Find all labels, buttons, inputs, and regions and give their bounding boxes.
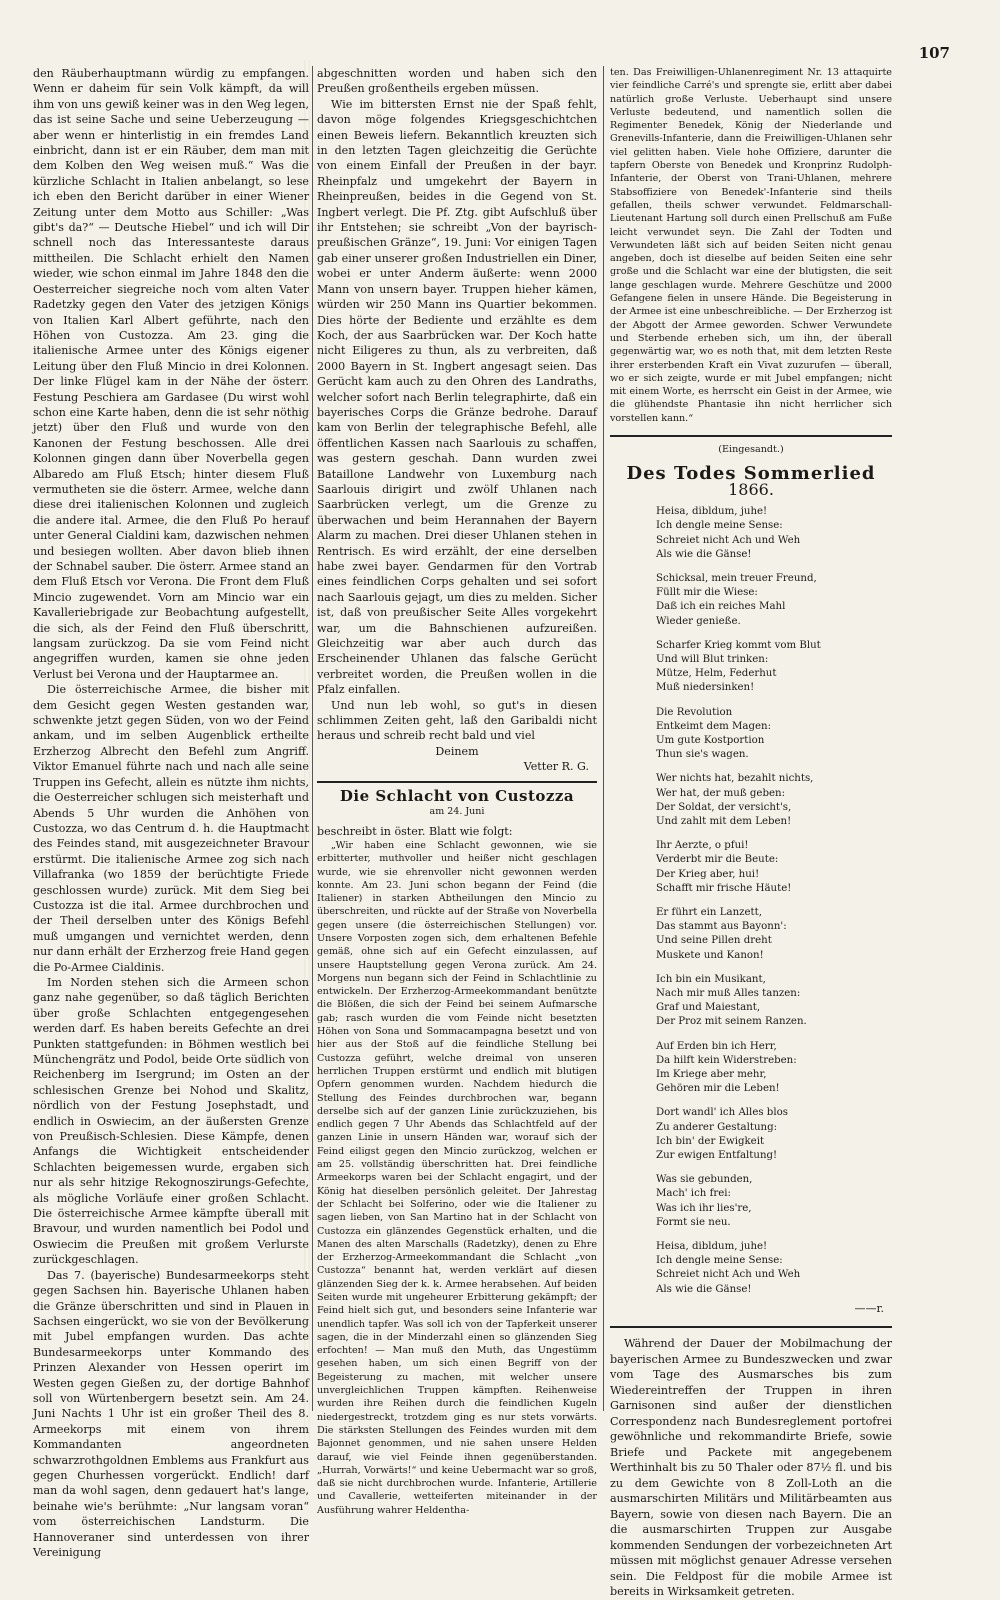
poem-line: Der Soldat, der versicht's, <box>656 801 792 813</box>
poem-stanza <box>656 639 892 696</box>
poem <box>610 505 892 1297</box>
article-headline: Die Schlacht von Custozza <box>339 786 575 805</box>
poem-title: Des Todes Sommerlied <box>626 463 876 485</box>
article-paragraph: Wie im bittersten Ernst nie der Spaß fehlt, davon möge folgendes Kriegsgeschichtchen einen Beweis liefern. Bekanntlich kreuzten sich in den letzten Tagen gleichzeitig die Gerüchte von einem Einfall der Preußen in der bayr. Rheinpfalz und umgekehrt der Bayern in Rheinpreußen, beides in die Gegend von St. Ingbert verlegt. Die Pf. Ztg. gibt Aufschluß über ihr Entstehen; sie schreibt „Von der bayrisch-preußischen Gränze“, 19. Juni: Vor einigen Tagen gab einer unserer großen Industriellen ein Diner, wobei er unter Anderm äußerte: wenn 2000 Mann von unsern bayer. Truppen hieher kämen, würden wir 250 Mann ins Quartier bekommen. Dies hörte der Bediente und erzählte es dem Koch, der aus Saarbrücken war. Der Koch hatte nicht Eiligeres zu thun, als zu verbreiten, daß 2000 Bayern in St. Ingbert angesagt seien. Das Gerücht kam auch zu den Ohren des Landraths, welcher sofort nach Berlin telegraphirte, daß ein bayerisches Corps die Gränze bedrohe. Darauf kam von Berlin der telegraphische Befehl, alle öffentlichen Kassen nach Saarlouis zu schaffen, was gestern geschah. Dann wurden zwei Bataillone Landwehr von Luxemburg nach Saarlouis dirigirt und zwölf Uhlanen nach Saarbrücken verlegt, um die Grenze zu überwachen und beim Herannahen der Bayern Alarm zu machen. Drei dieser Uhlanen stehen in Rentrisch. Es wird erzählt, der eine derselben habe zwei bayer. Gendarmen für den Vortrab eines feindlichen Corps gehalten und sei sofort nach Saarlouis gejagt, um dies zu melden. Sicher ist, daß von preußischer Seite Alles vorgekehrt war, um die Bahnschienen aufzureißen. Gleichzeitig war aber auch durch das Erscheinender Uhlanen das falsche Gerücht verbreitet worden, die Preußen wollen in die Pfalz einfallen. <box>317 97 597 697</box>
letter-closing: Deinem <box>435 744 479 758</box>
poem-signature: ——r. <box>854 1301 884 1315</box>
poem-line: Und seine Pillen dreht <box>656 935 772 947</box>
poem-line: Mütze, Helm, Federhut <box>656 668 777 680</box>
poem-line: Wer hat, der muß geben: <box>656 787 785 799</box>
poem-line: Schreiet nicht Ach und Weh <box>656 1269 801 1281</box>
poem-line: Muß niedersinken! <box>656 682 755 694</box>
poem-line: Schafft mir frische Häute! <box>656 882 792 894</box>
article-paragraph: Die österreichische Armee, die bisher mit dem Gesicht gegen Westen gestanden war, schwenkte jetzt gegen Süden, von wo der Feind ankam, und im selben Augenblick ertheilte Erzherzog Albrecht den Befehl zum Angriff. Viktor Emanuel führte nach und nach alle seine Truppen ins Gefecht, allein es nützte ihm nichts, die Oesterreicher schlugen sich meisterhaft und Abends 5 Uhr wurden die Anhöhen von Custozza, wo das Centrum d. h. die Hauptmacht des Feindes stand, mit ausgezeichneter Bravour erstürmt. Die italienische Armee zog sich nach Villafranka (wo 1859 der berüchtigte Friede geschlossen wurde) zurück. Mit dem Sieg bei Custozza ist die ital. Armee durchbrochen und der Theil derselben unter des Königs Befehl muß umgangen und vernichtet werden, denn nur dann erhält der Erzherzog freie Hand gegen die Po-Armee Cialdinis. <box>33 683 309 974</box>
poem-line: Der Krieg aber, hui! <box>656 868 760 880</box>
battle-report-continued: ten. Das Freiwilligen-Uhlanenregiment Nr. 13 attaquirte vier feindliche Carré's und sprengte sie, erlitt aber dabei natürlich große Verluste. Ueberhaupt sind unsere Verluste bedeutend, und namentlich sollen die Regimenter Benedek, König der Niederlande und Grenevills-Infanterie, dann die Freiwilligen-Uhlanen sehr viel gelitten haben. Viele hohe Offiziere, darunter die tapfern Oberste von Benedek und Kronprinz Rudolph-Infanterie, der Oberst von Trani-Uhlanen, mehrere Stabsoffiziere von Benedek'-Infanterie sind theils gefallen, theils schwer verwundet. Feldmarschall-Lieutenant Hartung soll durch einen Prellschuß am Fuße leicht verwundet seyn. Die Zahl der Todten und Verwundeten läßt sich auf beiden Seiten nicht genau angeben, doch ist dieselbe auf beiden Seiten eine sehr große und die Schlacht war eine der blutigsten, die seit lange geschlagen wurde. Mehrere Geschütze und 2000 Gefangene fielen in unsere Hände. Die Begeisterung in der Armee ist eine unbeschreibliche. — Der Erzherzog ist der Abgott der Armee geworden. Schwer Verwundete und Sterbende erheben sich, um ihn, der überall gegenwärtig war, wo es noth that, mit dem letzten Reste ihrer ersterbenden Kraft ein Vivat zuzurufen — überall, wo er sich zeigte, wurde er mit Jubel empfangen; nicht mit einem Worte, es herrscht ein Geist in der Armee, wie die glühendste Phantasie ihn nicht herrlicher sich vorstellen kann.“ <box>610 67 892 424</box>
eingesandt-label: (Eingesandt.) <box>718 444 784 456</box>
column-left <box>33 66 309 1560</box>
poem-line: Entkeimt dem Magen: <box>656 720 772 732</box>
poem-line: Ich bin' der Ewigkeit <box>656 1135 765 1147</box>
poem-line: Verderbt mir die Beute: <box>656 854 779 866</box>
poem-year: 1866. <box>728 479 774 499</box>
poem-stanza <box>656 1106 892 1163</box>
column-middle <box>317 66 597 1517</box>
poem-line: Graf und Maiestant, <box>656 1002 761 1014</box>
poem-line: Da hilft kein Widerstreben: <box>656 1054 797 1066</box>
poem-line: Thun sie's wagen. <box>656 749 749 761</box>
poem-line: Ich bin ein Musikant, <box>656 973 766 985</box>
section-divider <box>317 781 597 783</box>
poem-line: Der Proz mit seinem Ranzen. <box>656 1016 807 1028</box>
poem-line: Mach' ich frei: <box>656 1188 731 1200</box>
column-right <box>610 66 892 1600</box>
poem-line: Daß ich ein reiches Mahl <box>656 601 786 613</box>
poem-line: Um gute Kostportion <box>656 734 765 746</box>
notice-paragraph: Während der Dauer der Mobilmachung der bayerischen Armee zu Bundeszwecken und zwar vom Tage des Ausmarsches bis zum Wiedereintreffen der Truppen in ihren Garnisonen sind außer der dienstlichen Correspondenz nach Bundesreglement portofrei gewöhnliche und rekommandirte Briefe, sowie Briefe und Packete mit angegebenem Werthinhalt bis zu 50 Thaler oder 87½ fl. und bis zu dem Gewichte von 8 Zoll-Loth an die ausmarschirten Militärs und Militärbeamten aus Bayern, sowie von diesen nach Bayern. Die an die ausmarschirten Truppen zur Ausgabe kommenden Sendungen der vorbezeichneten Art müssen mit möglichst genauer Adresse versehen sein. Die Feldpost für die mobile Armee ist bereits in Wirksamkeit getreten. <box>610 1337 892 1599</box>
poem-line: Ihr Aerzte, o pfui! <box>656 840 749 852</box>
poem-line: Und will Blut trinken: <box>656 653 769 665</box>
poem-line: Schicksal, mein treuer Freund, <box>656 572 817 584</box>
poem-line: Und zahlt mit dem Leben! <box>656 815 792 827</box>
poem-line: Muskete und Kanon! <box>656 949 764 961</box>
article-subline: am 24. Juni <box>429 806 485 818</box>
battle-report: „Wir haben eine Schlacht gewonnen, wie sie erbitterter, muthvoller und heißer nicht geschlagen wurde, wie sie ehrenvoller nicht gewonnen werden konnte. Am 23. Juni schon begann der Feind (die Italiener) in starken Abtheilungen den Mincio zu überschreiten, und rückte auf der Straße von Noverbella gegen unsere (die österreichischen Stellungen) vor. Unsere Vorposten zogen sich, dem erhaltenen Befehle gemäß, ohne sich auf ein Gefecht einzulassen, auf unsere Hauptstellung gegen Verona zurück. Am 24. Morgens nun begann sich der Feind in Schlachtlinie zu entwickeln. Der Erzherzog-Armeekommandant benützte die Blößen, die sich der Feind bei seinem Aufmarsche gab; rasch wurden die vom Feinde nicht besetzten Höhen von Sona und Sommacampagna besetzt und von hier aus der Stoß auf die feindliche Stellung bei Custozza geführt, welche dreimal von unseren herrlichen Truppen erstürmt und endlich mit blutigen Opfern genommen wurden. Nachdem hiedurch die Stellung des Feindes durchbrochen war, begann derselbe sich auf der ganzen Linie zurückzuziehen, bis endlich gegen 7 Uhr Abends das Schlachtfeld auf der ganzen Linie in unsern Händen war, worauf sich der Feind eiligst gegen den Mincio zurückzog, welchen er am 25. vollständig überschritten hat. Drei feindliche Armeekorps waren bei der Schlacht engagirt, und der König hat dieselben persönlich geleitet. Der Jahrestag der Schlacht bei Solferino, oder wie die Italiener zu sagen lieben, von San Martino hat in der Schlacht von Custozza ein glänzendes Gegenstück erhalten, und die Manen des alten Marschalls (Radetzky), denen zu Ehre der Erzherzog-Armeekommandant die Schlacht „von Custozza“ benannt hat, werden verklärt auf diesen glänzenden Sieg der k. k. Armee herabsehen. Auf beiden Seiten wurde mit ungeheurer Erbitterung gekämpft; der Feind hielt sich gut, und besonders seine Infanterie war unendlich tapfer. Was soll ich von der Tapferkeit unserer sagen, die in der Minderzahl einen so glänzenden Sieg erfochten! — Man muß den Muth, das Ungestümm gesehen haben, um sich einen Begriff von der Begeisterung zu machen, mit welcher unsere unvergleichlichen Truppen kämpften. Reihenweise wurden ihre Reihen durch die feindlichen Kugeln niedergestreckt, trotzdem ging es nur stets vorwärts. Die stärksten Stellungen des Feindes wurden mit dem Bajonnet genommen, und nie sahen unsere Helden darauf, wie viel Feinde ihnen gegenüberstanden. „Hurrah, Vorwärts!“ und keine Uebermacht war so groß, daß sie nicht durchbrochen wurde. Infanterie, Artillerie und Cavallerie, wetteiferten miteinander in der Ausführung wahrer Heldentha- <box>317 839 597 1516</box>
column-divider-right <box>603 66 604 1411</box>
poem-line: Er führt ein Lanzett, <box>656 907 762 918</box>
letter-signature: Vetter R. G. <box>523 760 589 774</box>
poem-stanza <box>656 1240 892 1297</box>
poem-line: Heisa, dibldum, juhe! <box>656 1241 768 1253</box>
poem-line: Scharfer Krieg kommt vom Blut <box>656 639 821 651</box>
column-divider-left <box>312 66 313 1411</box>
section-divider <box>610 1326 892 1328</box>
article-intro: beschreibt in öster. Blatt wie folgt: <box>317 824 513 838</box>
poem-line: Wieder genieße. <box>656 615 741 627</box>
poem-line: Zu anderer Gestaltung: <box>656 1121 778 1133</box>
poem-line: Heisa, dibldum, juhe! <box>656 506 768 518</box>
article-paragraph: Und nun leb wohl, so gut's in diesen schlimmen Zeiten geht, laß den Garibaldi nicht heraus und schreib recht bald und viel <box>317 698 597 743</box>
poem-stanza <box>656 706 892 763</box>
poem-line: Was ich ihr lies're, <box>656 1202 752 1214</box>
poem-stanza <box>656 906 892 963</box>
poem-line: Als wie die Gänse! <box>656 548 752 560</box>
poem-stanza <box>656 572 892 629</box>
poem-line: Füllt mir die Wiese: <box>656 587 758 599</box>
poem-line: Nach mir muß Alles tanzen: <box>656 988 801 1000</box>
poem-line: Das stammt aus Bayonn': <box>656 921 787 933</box>
poem-line: Formt sie neu. <box>656 1216 731 1228</box>
page-number: 107 <box>918 44 950 62</box>
poem-stanza <box>656 1040 892 1097</box>
poem-stanza <box>656 505 892 562</box>
poem-line: Die Revolution <box>656 706 733 718</box>
section-divider <box>610 435 892 437</box>
poem-stanza <box>656 772 892 829</box>
article-paragraph: abgeschnitten worden und haben sich den Preußen großentheils ergeben müssen. <box>317 67 597 96</box>
article-paragraph: den Räuberhauptmann würdig zu empfangen. Wenn er daheim für sein Volk kämpft, da will ihm von uns gewiß keiner was in den Weg legen, das ist seine Sache und seine Ueberzeugung — aber wenn er hinterlistig in ein fremdes Land einbricht, dann ist er ein Räuber, dem man mit dem Kolben den Weg weisen muß.“ Was die kürzliche Schlacht in Italien anbelangt, so lese ich eben den Bericht darüber in einer Wiener Zeitung unter dem Motto aus Schiller: „Was gibt's da?“ — Deutsche Hiebel“ und ich will Dir schnell noch das Interessanteste daraus mittheilen. Die Schlacht erhielt den Namen wieder, wie schon einmal im Jahre 1848 den die Oesterreicher siegreiche noch vom alten Vater Radetzky gegen den Vater des jetzigen Königs von Italien Karl Albert geführte, nach den Höhen von Custozza. Am 23. ging die italienische Armee unter des Königs eigener Leitung über den Fluß Mincio in drei Kolonnen. Der linke Flügel kam in der Nähe der österr. Festung Peschiera am Gardasee (Du wirst wohl schon eine Karte haben, denn die ist sehr nöthig jetzt) über den Fluß und wurde von den Kanonen der Festung beschossen. Alle drei Kolonnen gingen dann über Noverbella gegen Albaredo am Fluß Etsch; hinter diesem Fluß vermutheten sie die österr. Armee, welche dann diese drei italienischen Kolonnen und zugleich die andere ital. Armee, die den Fluß Po herauf unter General Cialdini kam, dazwischen nehmen und besiegen wollten. Aber davon blieb ihnen der Schnabel sauber. Die österr. Armee stand an dem Fluß Etsch vor Verona. Die Front dem Fluß Mincio zugewendet. Vorn am Mincio war ein Kavalleriebrigade zur Beobachtung aufgestellt, die sich, als der Feind den Fluß überschritt, langsam zurückzog. Da sie vom Feind nicht angegriffen wurden, kamen sie ohne jeden Verlust bei Verona und der Hauptarmee an. <box>33 67 309 681</box>
poem-line: Ich dengle meine Sense: <box>656 520 783 532</box>
poem-line: Auf Erden bin ich Herr, <box>656 1040 777 1052</box>
poem-line: Als wie die Gänse! <box>656 1283 752 1295</box>
poem-line: Schreiet nicht Ach und Weh <box>656 534 801 546</box>
poem-line: Zur ewigen Entfaltung! <box>656 1150 778 1162</box>
poem-line: Ich dengle meine Sense: <box>656 1255 783 1267</box>
article-paragraph: Das 7. (bayerische) Bundesarmeekorps steht gegen Sachsen hin. Bayerische Uhlanen haben die Gränze überschritten und sind in Plauen in Sachsen eingerückt, wo sie von der Bevölkerung mit Jubel empfangen wurden. Das achte Bundesarmeekorps unter Kommando des Prinzen Alexander von Hessen operirt im Westen gegen Gießen zu, der dortige Bahnhof soll von Würtenbergern besetzt sein. Am 24. Juni Nachts 1 Uhr ist ein großer Theil des 8. Armeekorps mit einem von ihrem Kommandanten angeordneten schwarzrothgoldnen Emblems aus Frankfurt aus gegen Churhessen vorgerückt. Endlich! darf man da wohl sagen, denn gedauert hat's lange, beinahe wie's berühmte: „Nur langsam voran“ vom österreichischen Landsturm. Die Hannoveraner sind unterdessen von ihrer Vereinigung <box>33 1268 309 1559</box>
poem-line: Was sie gebunden, <box>656 1174 753 1186</box>
poem-line: Dort wandl' ich Alles blos <box>656 1107 788 1119</box>
poem-line: Wer nichts hat, bezahlt nichts, <box>656 773 814 785</box>
poem-stanza <box>656 1173 892 1230</box>
poem-line: Im Kriege aber mehr, <box>656 1069 767 1081</box>
poem-line: Gehören mir die Leben! <box>656 1083 780 1095</box>
article-paragraph: Im Norden stehen sich die Armeen schon ganz nahe gegenüber, so daß täglich Berichten über große Schlachten entgegengesehen werden darf. Es haben bereits Gefechte an drei Punkten stattgefunden: in Böhmen westlich bei Münchengrätz und Podol, beide Orte südlich von Reichenberg im Isergrund; im Osten an der schlesischen Grenze bei Nohod und Skalitz, nördlich von der Festung Josephstadt, und endlich in Oswiecim, an der äußersten Grenze von Preußisch-Schlesien. Diese Kämpfe, denen Anfangs die Wichtigkeit entscheidender Schlachten beigemessen wurde, ergaben sich nur als sehr hitzige Rekognoszirungs-Gefechte, als mögliche Vorläufe einer großen Schlacht. Die österreichische Armee kämpfte überall mit Bravour, und wurden namentlich bei Podol und Oswiecim die Preußen mit großem Verlurste zurückgeschlagen. <box>33 975 309 1267</box>
poem-stanza <box>656 839 892 896</box>
poem-stanza <box>656 973 892 1030</box>
